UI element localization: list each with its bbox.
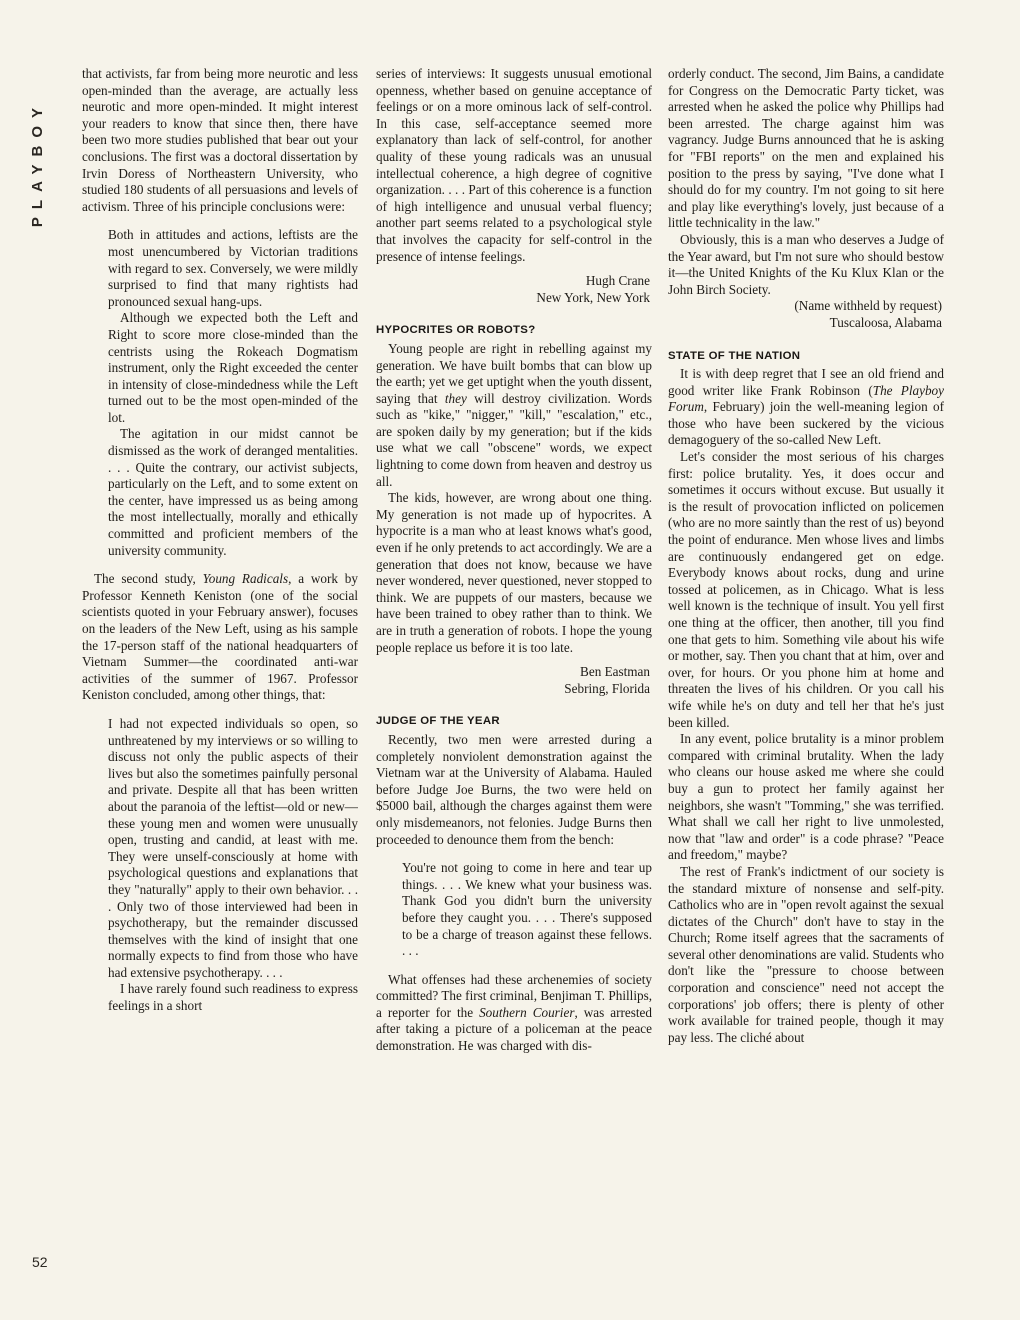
text-run: will destroy civilization. Words such as "kike," "nigger," "kill," "escalation," etc., are spoken daily by my generation; but if the kids use what we call "obscene" words, we expect lightning to come down from heaven and destroy us all. [376, 390, 652, 489]
paragraph [668, 366, 944, 449]
paragraph: The rest of Frank's indictment of our society is the standard mixture of nonsense and self-pity. Catholics who are in "open revolt against the sexual dictates of the Church" don't have to stay in the Church; Rome itself agrees that the sacraments of several other denominations are valid. Students who don't like the "pressure to choose between corporation and conscience" need not accept the corporations' job offers; there is plenty of other work available for trained people, though it may pay less. The cliché about [668, 863, 944, 1045]
quote-paragraph: series of interviews: It suggests unusual emotional openness, whether based on genuine acceptance of feelings or on a more ominous lack of self-control. In this case, self-acceptance seemed more explanatory than lack of self-control, for another quality of these young radicals was an unusual intellectual coherence, a high degree of cognitive organization. . . . Part of this coherence is a function of high intelligence and unusual verbal fluency; another part seems related to a psychological style that involves the capacity for self-control in the presence of intense feelings. [376, 66, 652, 264]
column-3 [668, 66, 944, 1294]
quote-paragraph: I had not expected individuals so open, so unthreatened by my interviews or so willing to discuss not only the public aspects of their lives but also the sometimes painfully personal and private. Despite all that has been written about the paranoia of the leftist—old or new—these young men and women were unusually open, trusting and candid, at least with me. They were unself-consciously at home with psychological questions and explanations that they "naturally" apply to their own behavior. . . . Only two of those interviewed had been in psychotherapy, but the remainder discussed themselves with the kind of insight that one normally expects to find from those who have had extensive psychotherapy. . . . [108, 715, 358, 980]
paragraph: The kids, however, are wrong about one thing. My generation is not made up of hypocrites. A hypocrite is a man who at least knows what's good, even if he only pretends to act accordingly. We are a generation that does not know, because we have never wondered, never questioned, never stopped to think. We are puppets of our masters, because we have been trained to obey rather than to think. We are in truth a generation of robots. I hope the young people replace us before it is too late. [376, 490, 652, 655]
section-heading: HYPOCRITES OR ROBOTS? [376, 324, 536, 337]
page-number: 52 [32, 1254, 48, 1270]
text-run: Young people are right in rebelling against my generation. We have built bombs that can blow up the earth; yet we get uptight when the youth dissent, saying that [376, 340, 652, 406]
magazine-name: PLAYBOY [29, 99, 47, 227]
section-heading: STATE OF THE NATION [668, 349, 801, 362]
quote-paragraph: Although we expected both the Left and Right to score more close-minded than the centrists using the Rokeach Dogmatism instrument, only the Right exceeded the center in intensity of close-mindedness while the Left turned out to be the most open-minded of the lot. [108, 310, 358, 425]
block-quote [82, 716, 358, 1015]
quote-paragraph: Both in attitudes and actions, leftists are the most unencumbered by Victorian traditions with regard to sex. Conversely, we were mildly surprised to find that many rightists had pronounced sexual hang-ups. [108, 227, 358, 309]
paragraph: orderly conduct. The second, Jim Bains, a candidate for Congress on the Democratic Party ticket, was arrested when he asked the police why Phillips had been arrested. The charge against him was vagrancy. Judge Burns announced that he is asking for "FBI reports" on the men and explained his position to the press by saying, "I've done what I should do for my country. I'm not going to sit here and play like everything's lovely, just because of a little technicality in the law." [668, 66, 944, 231]
text-run: , was arrested after taking a picture of a policeman at the peace demonstration. He was charged with dis- [376, 1004, 652, 1054]
paragraph: In any event, police brutality is a minor problem compared with criminal brutality. When the lady who cleans our house asked me where she could buy a gun to protect her family against her neighbors, she wasn't "Tomming," she was terrified. What shall we call her right to live unmolested, now that "law and order" is a code phrase? "Peace and freedom," maybe? [668, 731, 944, 863]
paragraph [376, 972, 652, 1055]
publication-title: Southern Courier [479, 1004, 575, 1020]
signature-place: Tuscaloosa, Alabama [829, 314, 942, 330]
block-quote [82, 227, 358, 559]
paragraph [376, 341, 652, 490]
block-quote [376, 860, 652, 960]
quote-paragraph: I have rarely found such readiness to express feelings in a short [108, 981, 358, 1014]
paragraph: Obviously, this is a man who deserves a Judge of the Year award, but I'm not sure who should bestow it—the United Knights of the Ku Klux Klan or the John Birch Society. [668, 231, 944, 297]
quote-paragraph: The agitation in our midst cannot be dismissed as the work of deranged mentalities. . . . Quite the contrary, our activist subjects, particularly on the Left, and to some extent on the center, have impressed us as being among the most intellectually, morally and ethically committed and proficient members of the university community. [108, 426, 358, 558]
signature-place: Sebring, Florida [564, 680, 650, 696]
text-run: , February) join the well-meaning legion of those who have been suckered by the vicious demagoguery of the so-called New Left. [668, 399, 944, 448]
paragraph: that activists, far from being more neurotic and less open-minded than the average, are actually less neurotic and more open-minded. It might interest your readers to know that since then, there have been two more studies published that bear out your conclusions. The first was a doctoral dissertation by Irvin Doress of Northeastern University, who studied 180 students of all persuasions and levels of activism. Three of his principle conclusions were: [82, 66, 358, 214]
text-run: The second study, [94, 571, 203, 587]
section-heading: JUDGE OF THE YEAR [376, 715, 500, 728]
signature-name: (Name withheld by request) [794, 298, 942, 314]
quote-paragraph: You're not going to come in here and tear up things. . . . We knew what your business was. Thank God you didn't burn the university before they caught you. . . . There's supposed to be a charge of treason against these fellows. . . . [402, 860, 652, 959]
text-run: What offenses had these archenemies of society committed? The first criminal, Benjiman T. Phillips, a reporter for the [376, 971, 652, 1020]
text-run: It is with deep regret that I see an old friend and good writer like Frank Robinson ( [668, 366, 944, 398]
paragraph: Let's consider the most serious of his charges first: police brutality. Yes, it does occur and sometimes it occurs without excuse. But usually it is the result of provocation inflicted on policemen (who are no more saintly than the rest of us) beyond the point of endurance. Men whose lives and limbs are continuously endangered get on edge. Everybody knows about rocks, dung and urine tossed at policemen, as in Chicago. What is less well known is the technique of insult. You yell first one thing at the officer, then another, till you find one that gets to him. Something vile about his wife or mother, say. Then you chant that at him, over and over, for hours. Or you phone him at home and threaten the lives of his children. Or you call his wife while he's on duty and tell her that he's just been killed. [668, 449, 944, 730]
column-1 [82, 66, 358, 1294]
publication-title: The Playboy Forum [668, 382, 944, 415]
paragraph [82, 571, 358, 704]
column-2 [376, 66, 652, 1294]
signature-name: Hugh Crane [585, 273, 650, 289]
text-run: , a work by Professor Kenneth Keniston (one of the social scientists quoted in your February answer), focuses on the leaders of the New Left, using as his sample the 17-person staff of the national headquarters of Vietnam Summer—the coordinated anti-war activities of the summer of 1967. Professor Keniston concluded, among other things, that: [82, 571, 358, 703]
paragraph: Recently, two men were arrested during a completely nonviolent demonstration against the Vietnam war at the University of Alabama. Hauled before Judge Joe Burns, the two were held on $5000 bail, although the charges against them were only misdemeanors, not felonies. Judge Burns then proceeded to denounce them from the bench: [376, 731, 652, 847]
signature-name: Ben Eastman [580, 664, 650, 680]
magazine-name-vertical [26, 68, 50, 258]
book-title: Young Radicals [202, 571, 289, 587]
signature-place: New York, New York [536, 289, 650, 305]
emphasis: they [444, 390, 467, 406]
